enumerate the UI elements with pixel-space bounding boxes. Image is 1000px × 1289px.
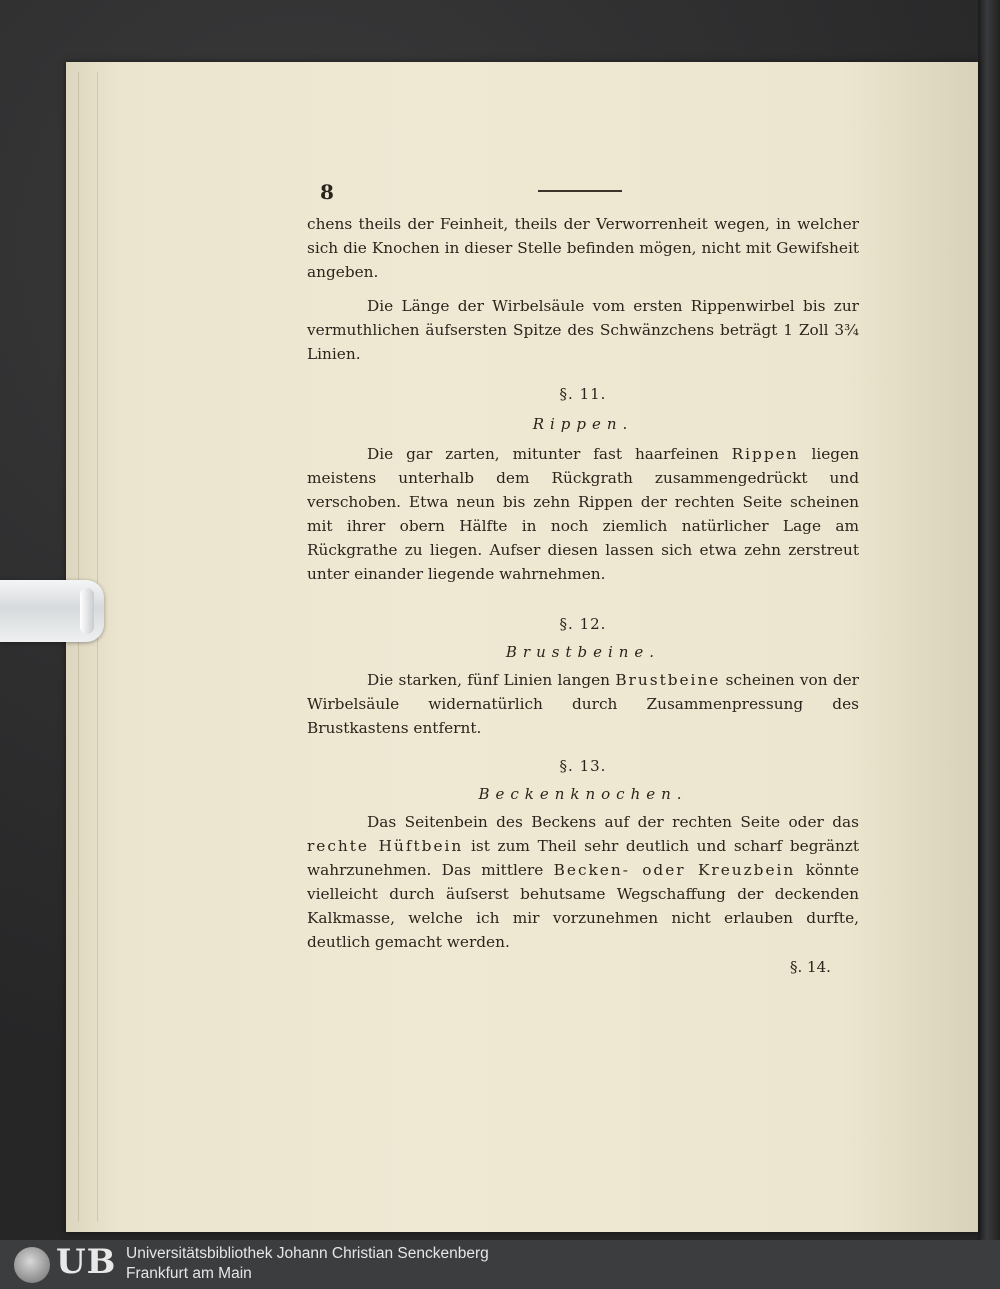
page-clip [0, 580, 104, 642]
section-12-text [307, 668, 859, 740]
section-11-title: Rippen. [532, 415, 634, 433]
section-11-emphasis: Rippen [731, 445, 799, 463]
catchword: §. 14. [790, 958, 831, 976]
portrait-logo-icon [14, 1247, 50, 1283]
section-11-text [307, 442, 859, 586]
section-12-text-after: scheinen von der Wirbelsäule widernatürlich durch Zusammenpressung des Brustkastens entfernt. [307, 671, 859, 737]
footer-city: Frankfurt am Main [126, 1265, 252, 1282]
section-12-text-before: Die starken, fünf Linien langen [367, 671, 616, 689]
section-11-text-after: liegen meistens unterhalb dem Rückgrath zusammengedrückt und verschoben. Etwa neun bis zehn Rippen der rechten Seite scheinen mit ihrer obern Hälfte in noch ziemlich natürlicher Lage am Rückgrathe zu liegen. Aufser diesen lassen sich etwa zehn zerstreut unter einander liegende wahrnehmen. [307, 445, 859, 583]
page-number: 8 [320, 180, 334, 204]
section-13-emphasis-2: Becken- oder Kreuzbein [553, 861, 796, 879]
page-stack-edge [78, 72, 98, 1222]
section-13-text [307, 810, 859, 954]
section-13-title: Beckenknochen. [478, 785, 688, 803]
section-12-title: Brustbeine. [505, 643, 661, 661]
footer-institution: Universitätsbibliothek Johann Christian Senckenberg [126, 1245, 489, 1262]
section-13-emphasis-1: rechte Hüftbein [307, 837, 464, 855]
section-12-emphasis: Brustbeine [615, 671, 721, 689]
ub-logo: UB [56, 1242, 117, 1282]
section-13-text-2: ist zum Theil sehr deutlich und scharf begränzt wahrzunehmen. Das mittlere [307, 837, 860, 879]
section-13-number: §. 13. [559, 757, 607, 775]
section-13-text-1: Das Seitenbein des Beckens auf der rechten Seite oder das [367, 813, 859, 831]
section-11-number: §. 11. [559, 385, 607, 403]
section-12-number: §. 12. [559, 615, 607, 633]
section-11-text-before: Die gar zarten, mitunter fast haarfeinen [367, 445, 732, 463]
footer-bar [0, 1240, 1000, 1289]
paragraph-1: chens theils der Feinheit, theils der Verworrenheit wegen, in welcher sich die Knochen in dieser Stelle befinden mögen, nicht mit Gewifsheit angeben. [307, 215, 859, 281]
binder-edge [978, 0, 1000, 1240]
paragraph-2: Die Länge der Wirbelsäule vom ersten Rippenwirbel bis zur vermuthlichen äufsersten Spitze des Schwänzchens beträgt 1 Zoll 3¾ Linien. [307, 297, 859, 363]
section-13-text-3: könnte vielleicht durch äuſserst behutsame Wegschaffung der deckenden Kalkmasse, welche ich mir vorzunehmen nicht erlauben durfte, deutlich gemacht werden. [307, 861, 859, 951]
page-text [307, 180, 859, 954]
